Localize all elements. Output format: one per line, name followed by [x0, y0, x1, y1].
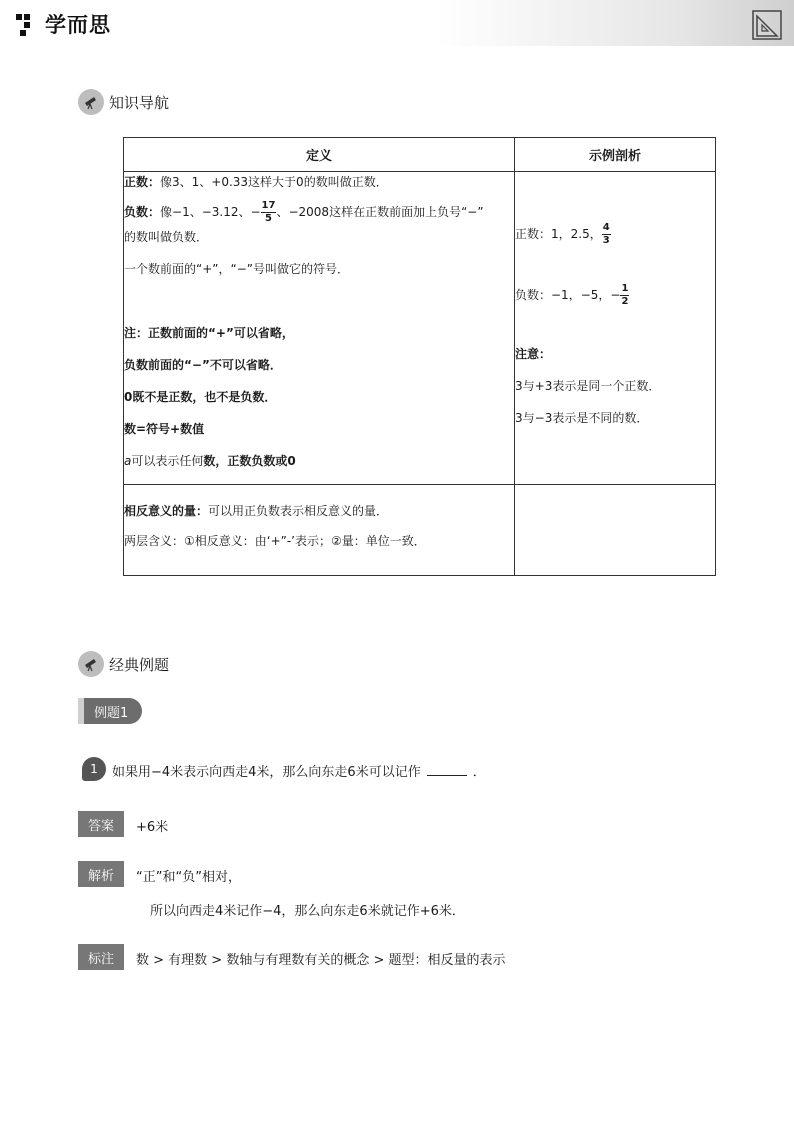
- fraction-denominator: 3: [602, 235, 610, 246]
- col-header-definition: 定义: [124, 138, 515, 172]
- knowledge-table: [123, 137, 716, 576]
- examples-cell: [515, 172, 716, 485]
- negative-examples: 负数：−1，−5，−: [515, 288, 621, 302]
- logo: [14, 9, 111, 39]
- telescope-icon: [78, 651, 104, 677]
- empty-cell: [515, 485, 716, 576]
- fraction-numerator: 17: [261, 200, 276, 211]
- negative-definition-b: 、−2008这样在正数前面加上负号“−”: [276, 205, 484, 219]
- note-tag: 标注: [78, 944, 124, 970]
- answer-tag: 答案: [78, 811, 124, 837]
- opposite-label: 相反意义的量：: [124, 504, 209, 518]
- analysis-line-1: “正”和“负”相对，: [136, 870, 241, 885]
- fraction: [620, 283, 629, 308]
- positive-definition: 像3、1、+0.33这样大于0的数叫做正数．: [160, 175, 388, 189]
- fraction: [261, 200, 277, 225]
- opposite-text: 可以用正负数表示相反意义的量．: [208, 504, 389, 518]
- positive-examples: 正数：1，2.5，: [515, 227, 602, 241]
- telescope-icon: [78, 89, 104, 115]
- opposite-quantity-cell: [124, 485, 515, 576]
- question-number: 1: [82, 757, 106, 781]
- answer-text: +6米: [136, 820, 169, 835]
- variable-a: a: [124, 454, 132, 468]
- col-header-examples: 示例剖析: [515, 138, 716, 172]
- section-title: 经典例题: [109, 655, 170, 674]
- logo-mark-icon: [14, 11, 40, 37]
- two-meanings: 两层含义：①相反意义：由‘+”-’表示；②量：单位一致．: [124, 534, 426, 548]
- header-band: [0, 0, 794, 46]
- analysis-tag: 解析: [78, 861, 124, 887]
- example-tag: 例题1: [78, 698, 142, 724]
- note-text: 数 > 有理数 > 数轴与有理数有关的概念 > 题型：相反量的表示: [136, 953, 506, 968]
- fraction-denominator: 5: [265, 213, 272, 224]
- positive-label: 正数：: [124, 175, 161, 189]
- note-line-2: 负数前面的“−”不可以省略．: [124, 358, 282, 372]
- fraction-numerator: 1: [621, 283, 629, 294]
- answer-blank: [427, 775, 467, 776]
- sign-definition: 一个数前面的“+”，“−”号叫做它的符号．: [124, 262, 349, 276]
- analysis-line-2: 所以向西走4米记作−4，那么向东走6米就记作+6米．: [150, 904, 465, 919]
- section-examples-heading: [78, 651, 169, 677]
- attention-title: 注意：: [515, 347, 552, 361]
- question-text: [112, 761, 486, 780]
- question-stem: 如果用−4米表示向西走4米，那么向东走6米可以记作: [112, 765, 421, 780]
- note-line-3: 0既不是正数，也不是负数．: [124, 390, 277, 404]
- ruler-triangle-icon: [752, 10, 782, 40]
- note-line-5b: 数，正数负数或0: [203, 454, 296, 468]
- attention-1: 3与+3表示是同一个正数．: [515, 379, 661, 393]
- negative-definition-c: 的数叫做负数．: [124, 230, 209, 244]
- definition-cell: [124, 172, 515, 485]
- negative-definition-a: 像−1、−3.12、−: [160, 205, 261, 219]
- fraction: [602, 222, 611, 247]
- note-line-4: 数=符号+数值: [124, 422, 205, 436]
- attention-2: 3与−3表示是不同的数．: [515, 411, 649, 425]
- question-end: ．: [472, 765, 486, 780]
- logo-text: 学而思: [45, 13, 111, 37]
- note-line-5a: 可以表示任何: [131, 454, 204, 468]
- section-title: 知识导航: [109, 93, 170, 112]
- fraction-numerator: 4: [602, 222, 610, 233]
- note-line-1: 注：正数前面的“+”可以省略，: [124, 326, 294, 340]
- fraction-denominator: 2: [621, 296, 629, 307]
- section-knowledge-heading: [78, 89, 169, 115]
- negative-label: 负数：: [124, 205, 161, 219]
